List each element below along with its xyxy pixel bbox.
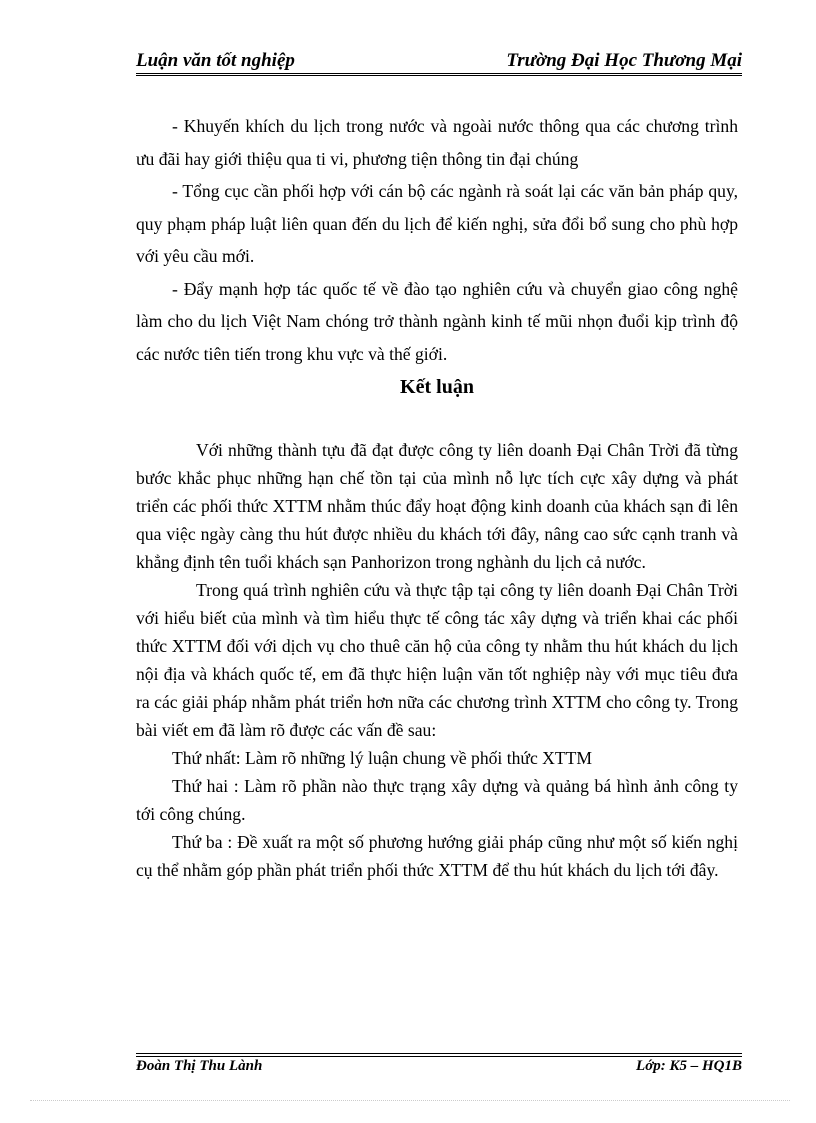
conclusion-point-3: Thứ ba : Đề xuất ra một số phương hướng giải pháp cũng như một số kiến nghị cụ thể nhằm góp phần phát triển phối thức XTTM để thu hút khách du lịch tới đây. [136, 832, 738, 880]
conclusion-point-2: Thứ hai : Làm rõ phần nào thực trạng xây dựng và quảng bá hình ảnh công ty tới công chúng. [136, 776, 738, 824]
header-divider [136, 73, 742, 74]
conclusion-paragraph-1: Với những thành tựu đã đạt được công ty liên doanh Đại Chân Trời đã từng bước khắc phục những hạn chế tồn tại của mình nỗ lực tích cực xây dựng và phát triển các phối thức XTTM nhằm thúc đẩy hoạt động kinh doanh của khách sạn đi lên qua việc ngày càng thu hút được nhiều du khách tới đây, nâng cao sức cạnh tranh và khẳng định tên tuổi khách sạn Panhorizon trong nghành du lịch cả nước. [136, 440, 738, 572]
section-heading: Kết luận [400, 376, 474, 398]
page-body [136, 110, 738, 884]
bullet-paragraph-3: - Đẩy mạnh hợp tác quốc tế về đào tạo nghiên cứu và chuyển giao công nghệ làm cho du lịch Việt Nam chóng trở thành ngành kinh tế mũi nhọn đuổi kịp trình độ các nước tiên tiến trong khu vực và thế giới. [136, 278, 738, 364]
bullet-paragraph-2: - Tổng cục cần phối hợp với cán bộ các ngành rà soát lại các văn bản pháp quy, quy phạm pháp luật liên quan đến du lịch để kiến nghị, sửa đổi bổ sung cho phù hợp với yêu cầu mới. [136, 181, 738, 266]
page-footer [136, 1058, 742, 1080]
footer-class-label: Lớp: K5 – HQ1B [636, 1058, 742, 1074]
header-divider-secondary [136, 75, 742, 76]
bullet-paragraph-1: - Khuyến khích du lịch trong nước và ngoài nước thông qua các chương trình ưu đãi hay giới thiệu qua ti vi, phương tiện thông tin đại chúng [136, 116, 738, 169]
conclusion-paragraph-2: Trong quá trình nghiên cứu và thực tập tại công ty liên doanh Đại Chân Trời với hiểu biết của mình và tìm hiểu thực tế công tác xây dựng và triển khai các phối thức XTTM đối với dịch vụ cho thuê căn hộ của công ty nhằm thu hút khách du lịch nội địa và khách quốc tế, em đã thực hiện luận văn tốt nghiệp này với mục tiêu đưa ra các giải pháp nhằm phát triển hơn nữa các chương trình XTTM cho công ty. Trong bài viết em đã làm rõ được các vấn đề sau: [136, 580, 738, 740]
header-university-label: Trường Đại Học Thương Mại [506, 50, 742, 71]
header-thesis-label: Luận văn tốt nghiệp [136, 50, 295, 71]
footer-divider-secondary [136, 1056, 742, 1057]
footer-divider [136, 1053, 742, 1054]
conclusion-point-1: Thứ nhất: Làm rõ những lý luận chung về phối thức XTTM [172, 748, 592, 768]
page-bottom-dotted-line [30, 1100, 790, 1101]
page-header [136, 48, 742, 74]
footer-author-label: Đoàn Thị Thu Lành [136, 1058, 263, 1074]
